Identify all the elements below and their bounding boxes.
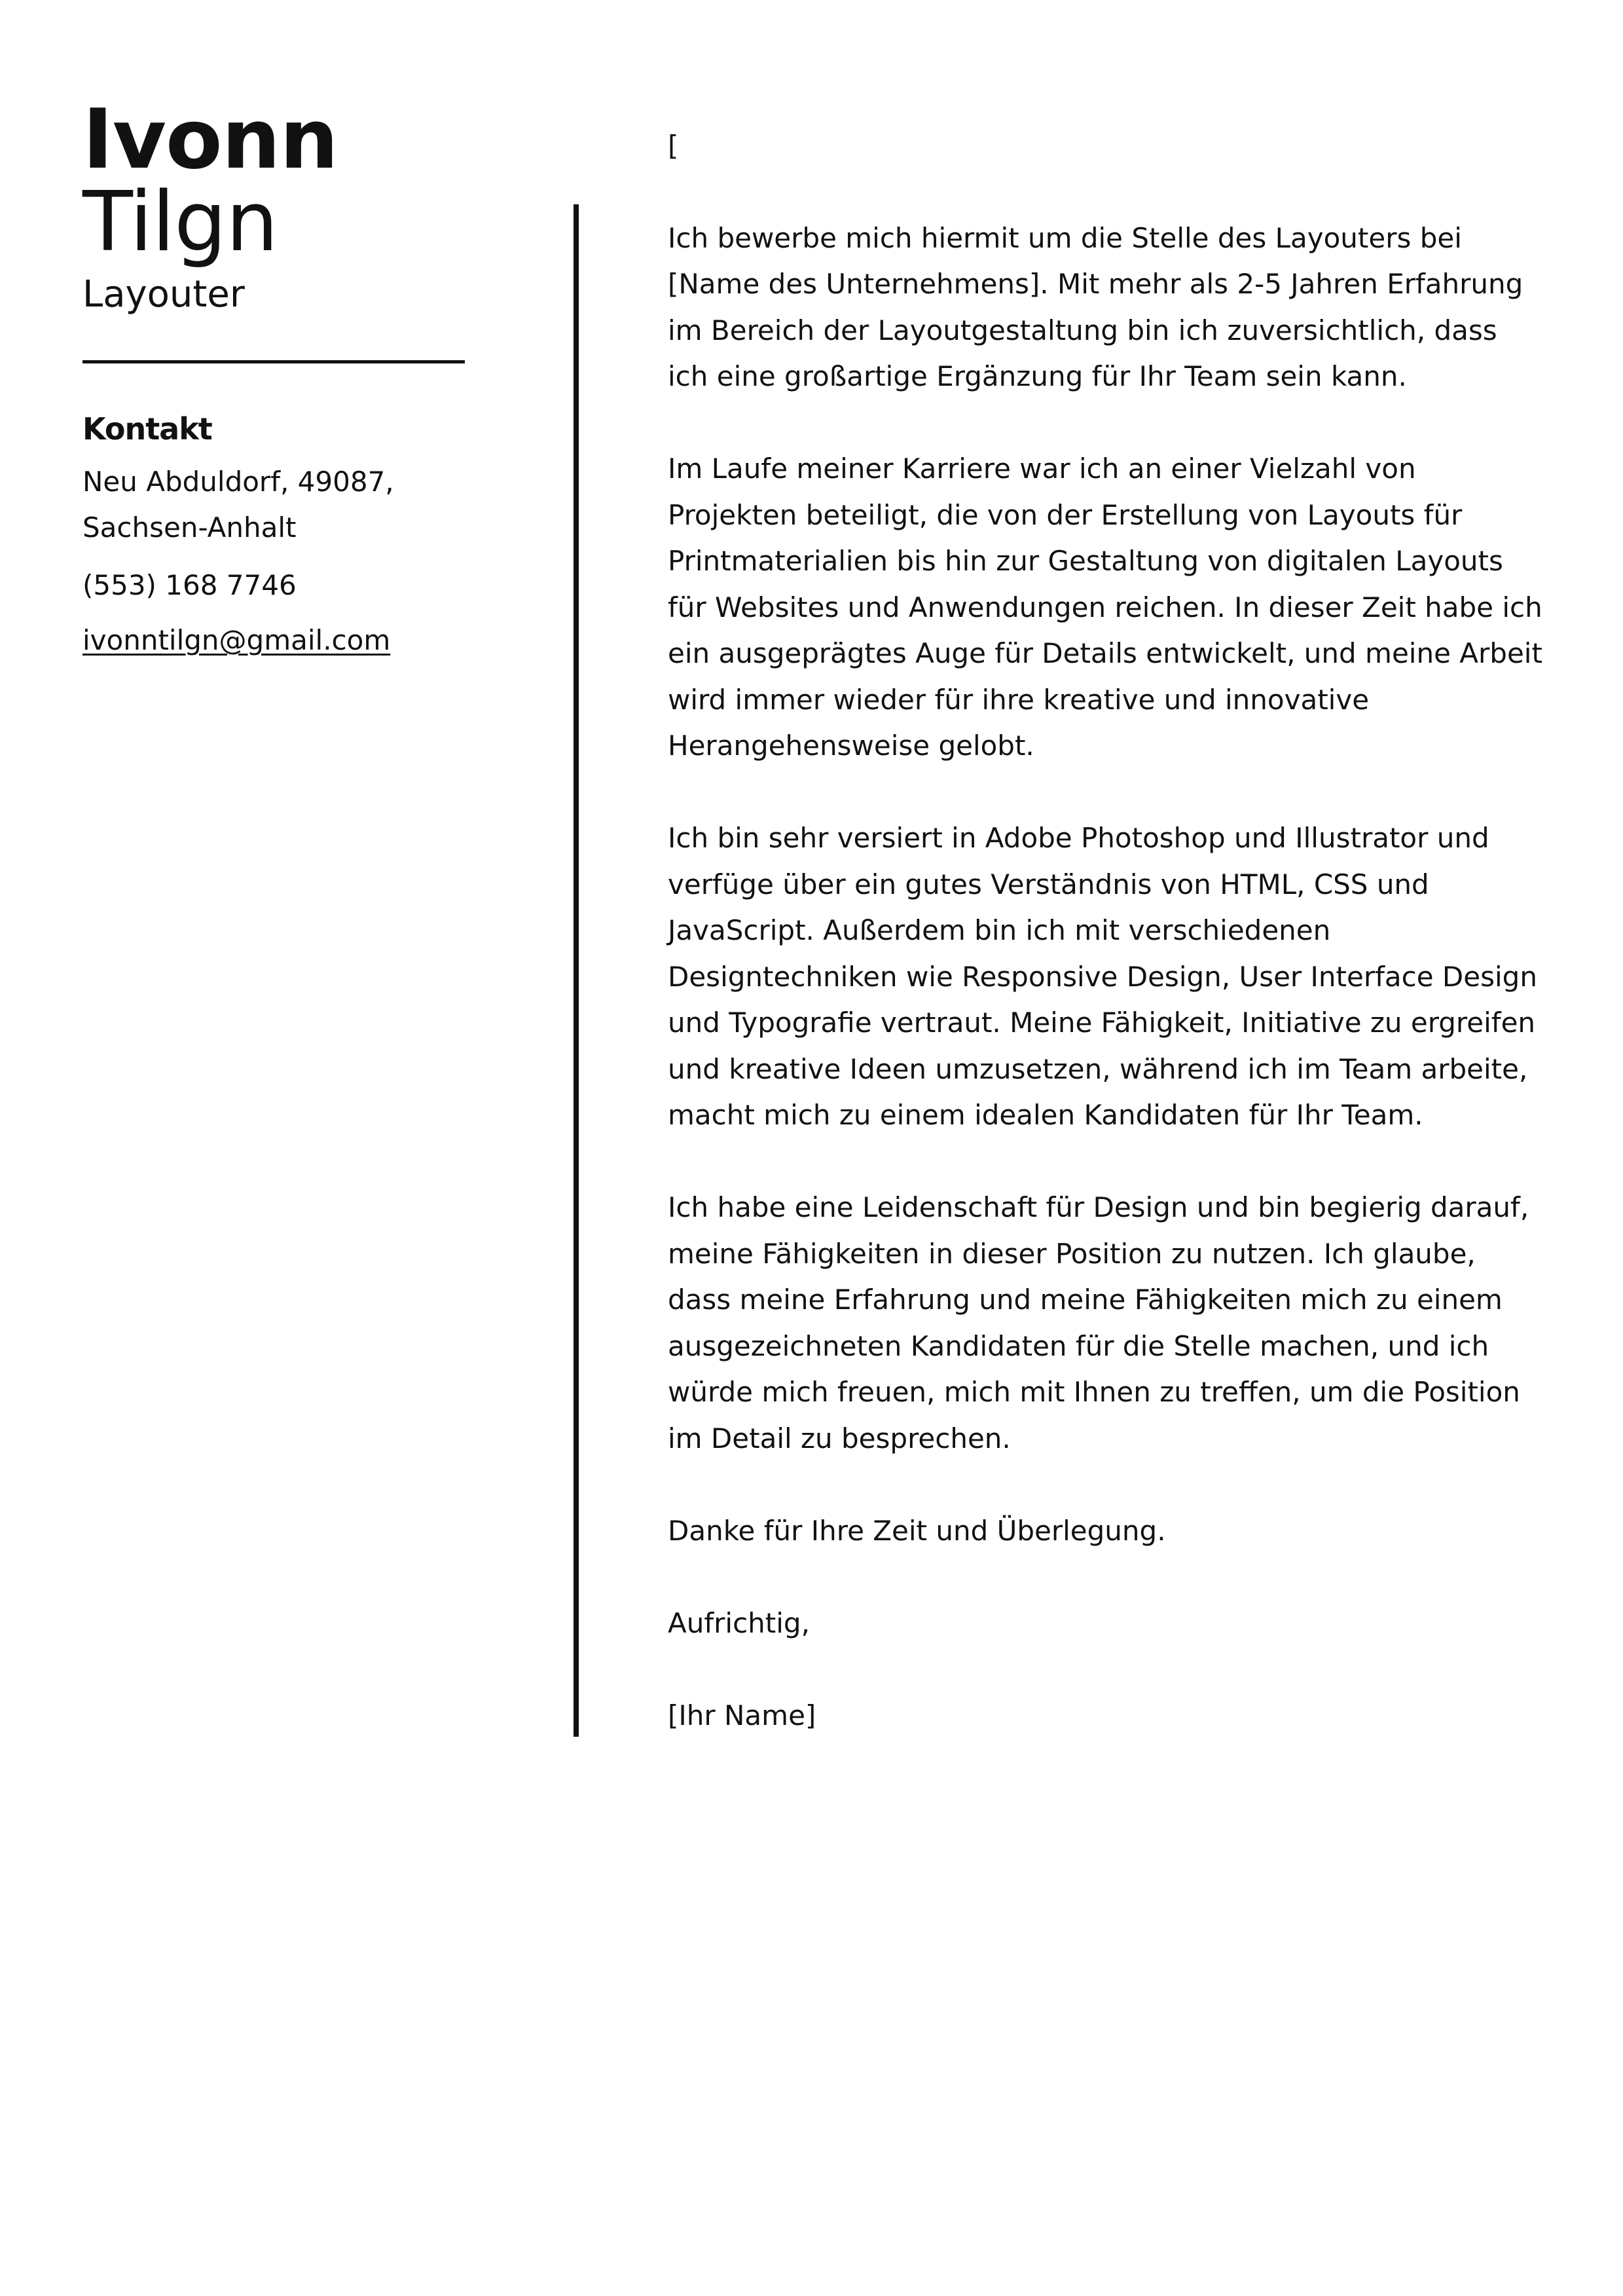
last-name: Tilgn: [82, 174, 278, 270]
contact-phone: (553) 168 7746: [82, 569, 297, 601]
contact-email-link[interactable]: ivonntilgn@gmail.com: [82, 624, 391, 656]
first-name: Ivonn: [82, 91, 338, 187]
sidebar-divider: [82, 360, 465, 363]
signature: [Ihr Name]: [668, 1699, 816, 1731]
sidebar: [82, 91, 475, 663]
address-line-1: Neu Abduldorf, 49087,: [82, 466, 394, 498]
paragraph-3: Ich bin sehr versiert in Adobe Photoshop und Illustrator und verfüge über ein gutes Verständnis von HTML, CSS und JavaScript. Außerdem bin ich mit verschiedenen Designtechniken wie Responsive Design, User Interface Design und Typografie vertraut. Meine Fähigkeit, Initiative zu ergreifen und kreative Ideen umzusetzen, während ich im Team arbeite, macht mich zu einem idealen Kandidaten für Ihr Team.: [668, 822, 1537, 1131]
closing: Aufrichtig,: [668, 1606, 810, 1639]
letter-body: [668, 123, 1545, 1739]
contact-address: [82, 459, 475, 551]
paragraph-2: Im Laufe meiner Karriere war ich an einer Vielzahl von Projekten beteiligt, die von der Erstellung von Layouts für Printmaterialien bis hin zur Gestaltung von digitalen Layouts für Websites und Anwendungen reichen. In dieser Zeit habe ich ein ausgeprägtes Auge für Details entwickelt, und meine Arbeit wird immer wieder für ihre kreative und innovative Herangehensweise gelobt.: [668, 453, 1542, 762]
vertical-divider: [574, 204, 579, 1737]
opening-bracket: [: [668, 130, 679, 162]
paragraph-1: Ich bewerbe mich hiermit um die Stelle des Layouters bei [Name des Unternehmens]. Mit mehr als 2-5 Jahren Erfahrung im Bereich der Layoutgestaltung bin ich zuversichtlich, dass ich eine großartige Ergänzung für Ihr Team sein kann.: [668, 221, 1523, 392]
address-line-2: Sachsen-Anhalt: [82, 511, 297, 544]
paragraph-5: Danke für Ihre Zeit und Überlegung.: [668, 1514, 1166, 1547]
candidate-name: [82, 91, 475, 270]
job-title: Layouter: [82, 273, 245, 316]
paragraph-4: Ich habe eine Leidenschaft für Design und bin begierig darauf, meine Fähigkeiten in dieser Position zu nutzen. Ich glaube, dass meine Erfahrung und meine Fähigkeiten mich zu einem ausgezeichneten Kandidaten für die Stelle machen, und ich würde mich freuen, mich mit Ihnen zu treffen, um die Position im Detail zu besprechen.: [668, 1191, 1529, 1454]
contact-heading: Kontakt: [82, 411, 212, 447]
